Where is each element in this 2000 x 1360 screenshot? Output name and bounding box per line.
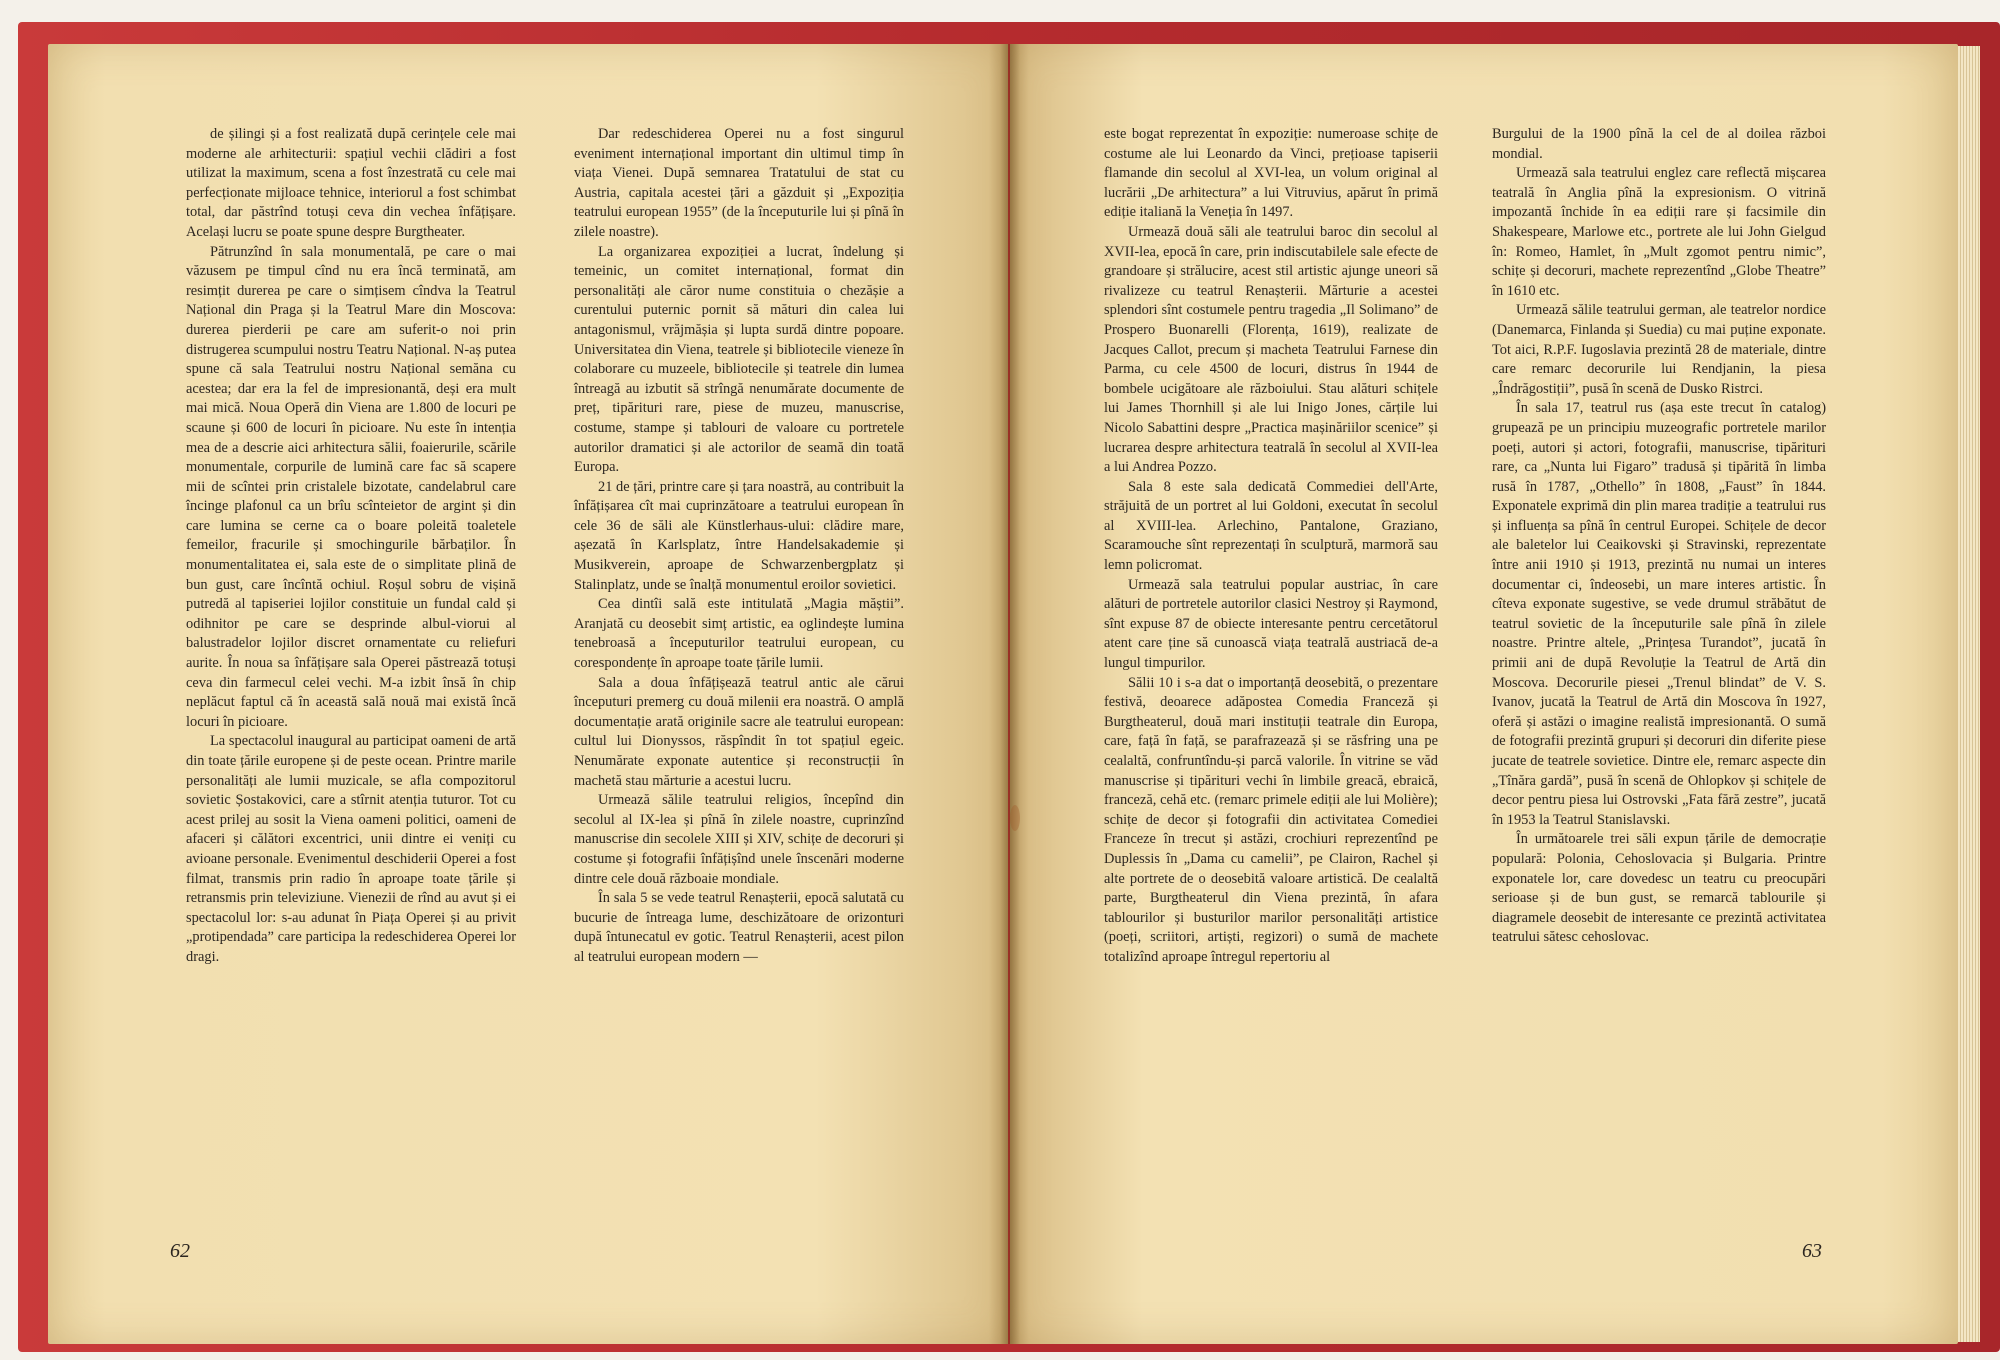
paragraph: Urmează sălile teatrului german, ale teatrelor nordice (Danemarca, Finlanda și Suedia) cu mai puține exponate. Tot aici, R.P.F. Iugoslavia prezintă 28 de materiale, dintre care remarc decorurile lui Rendjanin, la piesa „Îndrăgostiții”, pusă în scenă de Dusko Ristrci.	[1492, 302, 1826, 397]
paragraph: În sala 17, teatrul rus (așa este trecut în catalog) grupează pe un principiu muzeografic portretele marilor poeți, autori și actori, fotografii, manuscrise, tipărituri rare, ca „Nunta lui Figaro” tradusă și tipărită în limba rusă în 1787, „Othello” în 1808, „Faust” în 1844. Exponatele exprimă din plin marea tradiție a teatrului rus și influența sa pînă în centrul Europei. Schițele de decor ale baletelor lui Ceaikovski și Stravinski, reprezentate între anii 1910 și 1913, prezintă nu numai un interes documentar ci, îndeosebi, un mare interes artistic. În cîteva exponate sugestive, se vede drumul străbătut de teatrul sovietic de la începuturile sale pînă în zilele noastre. Printre altele, „Prințesa Turandot”, jucată în primii ani de după Revoluție la Teatrul de Artă din Moscova. Decorurile piesei „Trenul blindat” de V. S. Ivanov, jucată la Teatrul de Artă din Moscova în 1927, oferă și astăzi o imagine realistă impresionantă. O sumă de fotografii prezintă grupuri și decoruri din diferite piese jucate de teatrele sovietice. Dintre ele, remarc aspecte din „Tînăra gardă”, pusă în scenă de Ohlopkov și schițele de decor pentru piesa lui Ostrovski „Fata fără zestre”, jucată în 1953 la Teatrul Stanislavski.	[1492, 400, 1826, 828]
paragraph: La spectacolul inaugural au participat oameni de artă din toate țările europene și de peste ocean. Printre marile personalități ale lumii muzicale, se afla compozitorul sovietic Șostakovici, care a stîrnit atenția tuturor. Tot cu acest prilej au sosit la Viena oameni politici, oameni de afaceri și călători excentrici, unii dintre ei veniți cu avioane personale. Evenimentul deschiderii Operei a fost filmat, transmis prin radio în aproape toate țările și retransmis prin televiziune. Vienezii de rînd au avut și ei spectacolul lor: s-au adunat în Piața Operei și au privit „protipendada” care participa la redeschiderea Operei lor dragi.	[186, 733, 516, 965]
paragraph: La organizarea expoziției a lucrat, îndelung și temeinic, un comitet internațional, format din personalități ale căror nume constituia o chezășie a curentului puternic pornit să mături din calea lui antagonismul, vrăjmășia și lupta surdă dintre popoare. Universitatea din Viena, teatrele și bibliotecile vieneze în colaborare cu muzeele, bibliotecile și teatrele din lumea întreagă au izbutit să strîngă nenumărate documente de preț, tipărituri rare, piese de muzeu, manuscrise, costume, stampe și tablouri de valoare cu portretele autorilor dramatici și ale actorilor de seamă din toată Europa.	[574, 243, 904, 476]
paragraph: Sălii 10 i s-a dat o importanță deosebită, o prezentare festivă, deoarece adăpostea Comedia Franceză și Burgtheaterul, două mari instituții teatrale din Europa, care, față în față, se parafrazează și se răsfring una pe cealaltă, confruntîndu-și parcă valorile. În vitrine se văd manuscrise și tipărituri vechi în limbile greacă, ebraică, franceză, cehă etc. (remarc primele ediții ale lui Molière); schițe de decor și fotografii din activitatea Comediei Franceze în trecut și astăzi, crochiuri reprezentînd pe Duplessis în „Dama cu camelii”, pe Clairon, Rachel și alte portrete de o deosebită valoare artistică. De cealaltă parte, Burgtheaterul din Viena prezintă, în afara tablourilor și busturilor marilor personalități artistice (poeți, scriitori, artiști, regizori) o sumă de machete totalizînd aproape întregul repertoriu al	[1104, 674, 1438, 965]
paragraph: În sala 5 se vede teatrul Renașterii, epocă salutată cu bucurie de întreaga lume, deschizătoare de orizonturi după întunecatul ev gotic. Teatrul Renașterii, acest pilon al teatrului european modern —	[574, 890, 904, 965]
text-column-1	[186, 125, 516, 968]
paragraph: este bogat reprezentat în expoziție: numeroase schițe de costume ale lui Leonardo da Vinci, prețioase tapiserii flamande din secolul al XVI-lea, un volum original al lucrării „De arhitectura” a lui Vitruvius, apărut în primă ediție italiană la Veneția în 1497.	[1104, 126, 1438, 221]
page-number-right: 63	[1802, 1240, 1822, 1262]
paragraph: Urmează sala teatrului popular austriac, în care alături de portretele autorilor clasici Nestroy și Raymond, sînt expuse 87 de obiecte interesante pentru cercetătorul atent care ține să cunoască viața teatrală austriacă de-a lungul timpurilor.	[1104, 576, 1438, 672]
paragraph: Cea dintîi sală este intitulată „Magia măștii”. Aranjată cu deosebit simț artistic, ea oglindește lumina tenebroasă a începuturilor teatrului european, cu corespondențe în aproape toate țările lumii.	[574, 596, 904, 672]
paper-stain	[1010, 805, 1020, 831]
paragraph: de șilingi și a fost realizată după cerințele cele mai moderne ale arhitecturii: spațiul vechii clădiri a fost utilizat la maximum, scena a fost înzestrată cu cele mai perfecționate mijloace tehnice, interiorul a fost schimbat total, dar păstrînd totuși ceva din vechea înfățișare. Același lucru se poate spune despre Burgtheater.	[186, 126, 516, 240]
paragraph: Sala 8 este sala dedicată Commediei dell'Arte, străjuită de un portret al lui Goldoni, executat în secolul al XVIII-lea. Arlechino, Pantalone, Graziano, Scaramouche sînt reprezentați în sculptură, marmoră sau lemn policromat.	[1104, 478, 1438, 574]
paragraph: Pătrunzînd în sala monumentală, pe care o mai văzusem pe timpul cînd nu era încă terminată, am resimțit durerea pe care o simțisem cîndva la Teatrul Național din Praga și la Teatrul Mare din Moscova: durerea pierderii pe care am suferit-o noi prin distrugerea scumpului nostru Teatru Național. N-aș putea spune că sala Teatrului nostru Național semăna cu acestea; dar era la fel de impresionantă, deși era mult mai mică. Noua Operă din Viena are 1.800 de locuri pe scaune și 600 de locuri în picioare. Nu este în intenția mea de a descrie aici arhitectura sălii, foaierurile, scările monumentale, corpurile de lumină care fac să scapere mii de scîntei prin cristalele bizotate, candelabrul care încinge plafonul ca un brîu scînteietor de argint și din care lumina se cerne ca o boare poleită toaletele femeilor, fracurile și smochingurile bărbaților. În monumentalitatea ei, sala este de o simplitate plină de bun gust, care încîntă ochiul. Roșul sobru de vișină putredă al tapiseriei lojilor constituie un fundal cald și odihnitor pe care se desprinde albul-viorui al balustradelor lojilor discret ornamentate cu reliefuri aurite. În noua sa înfățișare sala Operei păstrează totuși ceva din farmecul celei vechi. M-a izbit însă în chip neplăcut faptul că în această sală nouă mai există încă locuri în picioare.	[186, 243, 516, 730]
text-column-4	[1492, 125, 1826, 948]
page-edges	[1958, 46, 1980, 1342]
paragraph: Urmează sălile teatrului religios, începînd din secolul al IX-lea și pînă în zilele noastre, cuprinzînd manuscrise din secolele XIII și XIV, schițe de decoruri și costume și fotografii înfățișînd unele înscenări moderne dintre cele două războaie mondiale.	[574, 792, 904, 887]
book-gutter	[1000, 44, 1020, 1344]
text-column-2	[574, 125, 904, 968]
paragraph: Dar redeschiderea Operei nu a fost singurul eveniment internațional important din ultimul timp în viața Vienei. După semnarea Tratatului de stat cu Austria, capitala acestei țări a găzduit și „Expoziția teatrului european 1955” (de la începuturile lui și pînă în zilele noastre).	[574, 126, 904, 240]
paragraph: Burgului de la 1900 pînă la cel de al doilea război mondial.	[1492, 126, 1826, 162]
paragraph: Sala a doua înfățișează teatrul antic ale cărui începuturi premerg cu două milenii era noastră. O amplă documentație arată originile sacre ale teatrului european: cultul lui Dionyssos, răspîndit în tot spațiul egeic. Nenumărate exponate autentice și reconstrucții în machetă stau mărturie a acestui lucru.	[574, 674, 904, 789]
text-column-3	[1104, 125, 1438, 968]
paragraph: Urmează sala teatrului englez care reflectă mișcarea teatrală în Anglia pînă la expresionism. O vitrină impozantă închide în ea ediții rare și facsimile din Shakespeare, Marlowe etc., portrete ale lui John Gielgud în: Romeo, Hamlet, în „Mult zgomot pentru nimic”, schițe și decoruri, machete reprezentînd „Globe Theatre” în 1610 etc.	[1492, 165, 1826, 299]
paragraph: 21 de țări, printre care și țara noastră, au contribuit la înfățișarea cît mai cuprinzătoare a teatrului european în cele 36 de săli ale Künstlerhaus-ului: clădire mare, așezată în Karlsplatz, între Handelsakademie și Musikverein, aproape de Schwarzenbergplatz și Stalinplatz, unde se înalță monumentul eroilor sovietici.	[574, 478, 904, 593]
page-number-left: 62	[170, 1240, 190, 1262]
paragraph: Urmează două săli ale teatrului baroc din secolul al XVII-lea, epocă în care, prin indiscutabilele sale efecte de grandoare și strălucire, acest stil artistic ajunge uneori să rivalizeze cu teatrul Renașterii. Mărturie a acestei splendori sînt costumele pentru tragedia „Il Solimano” de Prospero Buonarelli (Florența, 1619), realizate de Jacques Callot, precum și macheta Teatrului Farnese din Parma, cu cele 4500 de locuri, distrus în 1944 de bombele ucigătoare ale războiului. Stau alături schițele lui James Thornhill și ale lui Inigo Jones, cărțile lui Nicolo Sabattini despre „Practica mașinăriilor scenice” și lucrarea despre arhitectura teatrală în secolul al XVII-lea a lui Andrea Pozzo.	[1104, 223, 1439, 476]
paragraph: În următoarele trei săli expun țările de democrație populară: Polonia, Cehoslovacia și Bulgaria. Printre exponatele lor, care dovedesc un teatru cu preocupări serioase și de bun gust, se remarcă tablourile și diagramele deosebit de interesante ce prezintă activitatea teatrului sătesc cehoslovac.	[1492, 831, 1826, 946]
